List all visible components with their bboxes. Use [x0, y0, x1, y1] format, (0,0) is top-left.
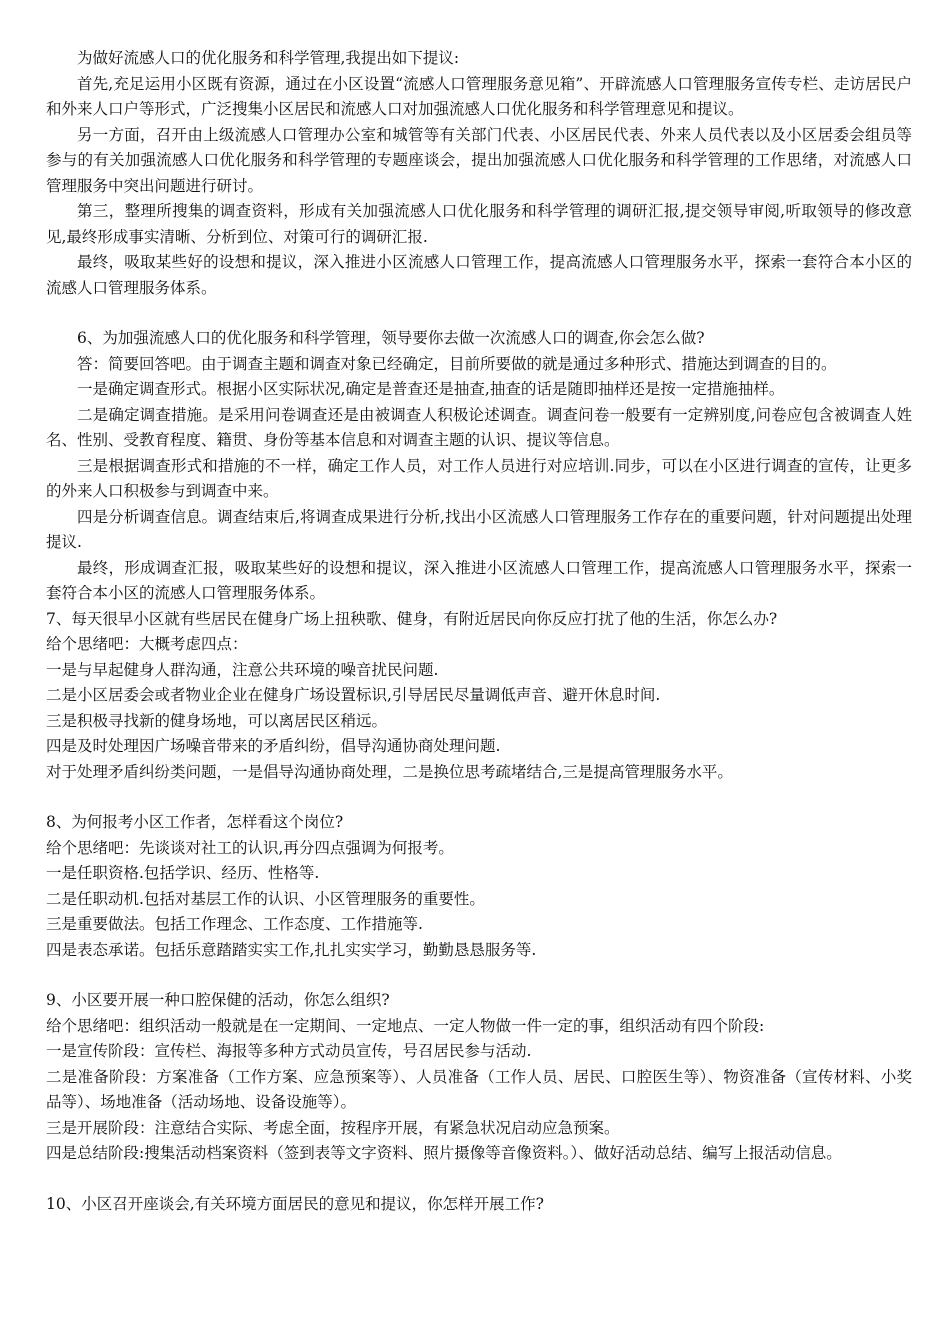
paragraph: 最终，形成调查汇报，吸取某些好的设想和提议，深入推进小区流感人口管理工作，提高流感人口管理服务水平，探索一套符合本小区的流感人口管理服务体系。 [46, 558, 912, 602]
paragraph: 9、小区要开展一种口腔保健的活动，你怎么组织? [46, 991, 390, 1009]
paragraph: 另一方面，召开由上级流感人口管理办公室和城管等有关部门代表、小区居民代表、外来人员代表以及小区居委会组员等参与的有关加强流感人口优化服务和科学管理的专题座谈会，提出加强流感人口优化服务和科学管理的工作思绪，对流感人口管理服务中突出问题进行研讨。 [46, 125, 912, 195]
paragraph: 10、小区召开座谈会,有关环境方面居民的意见和提议，你怎样开展工作? [46, 1194, 544, 1213]
paragraph: 三是重要做法。包括工作理念、工作态度、工作措施等. [46, 915, 423, 933]
paragraph: 二是准备阶段：方案准备（工作方案、应急预案等）、人员准备（工作人员、居民、口腔医生等）、物资准备（宣传材料、小奖品等）、场地准备（活动场地、设备设施等）。 [46, 1067, 912, 1111]
paragraph: 二是小区居委会或者物业企业在健身广场设置标识,引导居民尽量调低声音、避开休息时间. [46, 686, 661, 704]
paragraph: 一是与早起健身人群沟通，注意公共环境的噪音扰民问题. [46, 660, 439, 679]
document-body [46, 46, 912, 1217]
paragraph: 四是表态承诺。包括乐意踏踏实实工作,扎扎实实学习，勤勤恳恳服务等. [46, 940, 537, 959]
paragraph: 8、为何报考小区工作者，怎样看这个岗位? [46, 813, 344, 831]
paragraph: 二是确定调查措施。是采用问卷调查还是由被调查人积极论述调查。调查问卷一般要有一定辨别度,问卷应包含被调查人姓名、性别、受教育程度、籍贯、身份等基本信息和对调查主题的认识、提议等信息。 [46, 405, 912, 449]
paragraph: 四是总结阶段:搜集活动档案资料（签到表等文字资料、照片摄像等音像资料。）、做好活动总结、编写上报活动信息。 [46, 1144, 842, 1162]
paragraph: 一是宣传阶段：宣传栏、海报等多种方式动员宣传，号召居民参与活动. [46, 1042, 532, 1060]
paragraph: 给个思绪吧：大概考虑四点： [46, 635, 248, 653]
paragraph: 首先,充足运用小区既有资源，通过在小区设置“流感人口管理服务意见箱”、开辟流感人口管理服务宣传专栏、走访居民户和外来人口户等形式，广泛搜集小区居民和流感人口对加强流感人口优化服务和科学管理意见和提议。 [46, 74, 912, 118]
paragraph: 三是根据调查形式和措施的不一样，确定工作人员，对工作人员进行对应培训.同步，可以在小区进行调查的宣传，让更多的外来人口积极参与到调查中来。 [46, 456, 912, 500]
paragraph: 答：简要回答吧。由于调查主题和调查对象已经确定，目前所要做的就是通过多种形式、措施达到调查的目的。 [77, 354, 837, 373]
paragraph: 为做好流感人口的优化服务和科学管理,我提出如下提议: [77, 49, 460, 67]
paragraph: 7、每天很早小区就有些居民在健身广场上扭秧歌、健身，有附近居民向你反应打扰了他的生活，你怎么办? [46, 609, 778, 628]
paragraph: 第三，整理所搜集的调查资料，形成有关加强流感人口优化服务和科学管理的调研汇报,提交领导审阅,听取领导的修改意见,最终形成事实清晰、分析到位、对策可行的调研汇报. [46, 202, 912, 246]
paragraph: 给个思绪吧：组织活动一般就是在一定期间、一定地点、一定人物做一件一定的事，组织活动有四个阶段: [46, 1016, 765, 1035]
paragraph: 一是任职资格.包括学识、经历、性格等. [46, 864, 320, 882]
paragraph: 四是分析调查信息。调查结束后,将调查成果进行分析,找出小区流感人口管理服务工作存在的重要问题，针对问题提出处理提议. [46, 507, 912, 551]
paragraph: 三是开展阶段：注意结合实际、考虑全面，按程序开展，有紧急状况启动应急预案。 [46, 1118, 620, 1137]
paragraph: 最终，吸取某些好的设想和提议，深入推进小区流感人口管理工作，提高流感人口管理服务水平，探索一套符合本小区的流感人口管理服务体系。 [46, 253, 912, 297]
paragraph: 四是及时处理因广场噪音带来的矛盾纠纷，倡导沟通协商处理问题. [46, 737, 501, 755]
paragraph: 二是任职动机.包括对基层工作的认识、小区管理服务的重要性。 [46, 889, 485, 908]
paragraph: 6、为加强流感人口的优化服务和科学管理，领导要你去做一次流感人口的调查,你会怎么做? [77, 329, 705, 347]
paragraph: 一是确定调查形式。根据小区实际状况,确定是普查还是抽查,抽查的话是随即抽样还是按一定措施抽样。 [77, 380, 785, 398]
paragraph: 对于处理矛盾纠纷类问题，一是倡导沟通协商处理，二是换位思考疏堵结合,三是提高管理服务水平。 [46, 762, 733, 781]
paragraph: 给个思绪吧：先谈谈对社工的认识,再分四点强调为何报考。 [46, 838, 454, 857]
paragraph: 三是积极寻找新的健身场地，可以离居民区稍远。 [46, 711, 388, 730]
